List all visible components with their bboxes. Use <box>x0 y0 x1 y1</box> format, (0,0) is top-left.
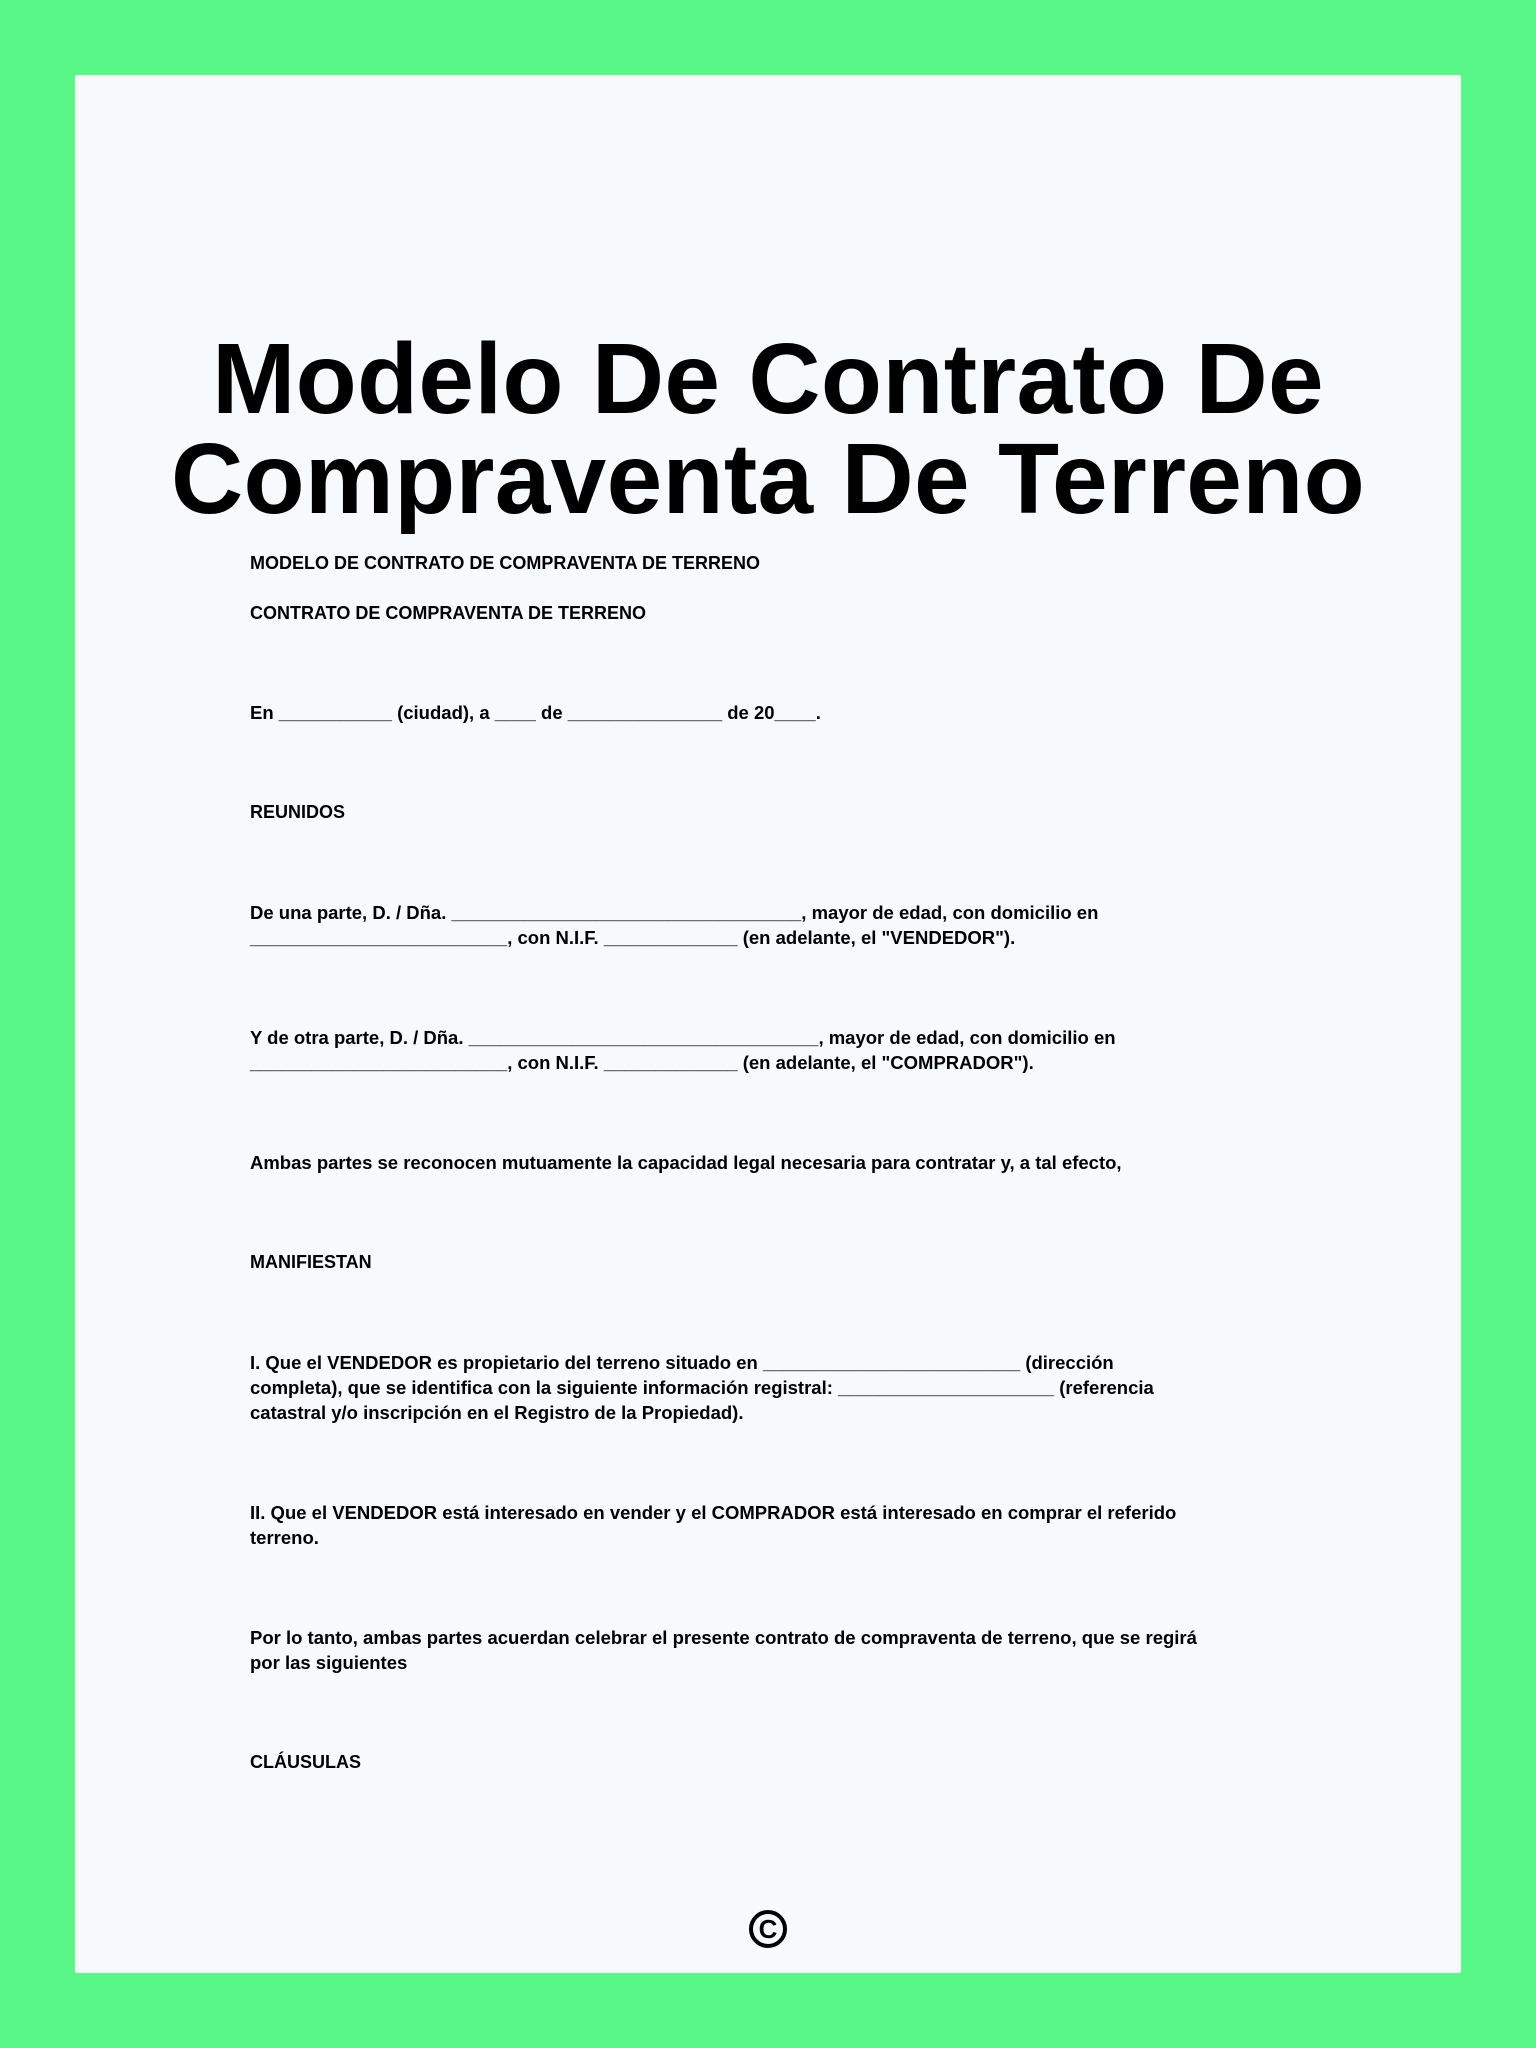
capacidad-paragraph: Ambas partes se reconocen mutuamente la capacidad legal necesaria para contratar y, a tal efecto, <box>250 1152 1122 1173</box>
document-page <box>75 75 1461 1973</box>
section-reunidos: REUNIDOS <box>250 802 346 822</box>
manifiesto-2-line-1: II. Que el VENDEDOR está interesado en vender y el COMPRADOR está interesado en comprar el referido <box>250 1502 1177 1523</box>
vendedor-line-1: De una parte, D. / Dña. __________________________________, mayor de edad, con domicilio en <box>250 902 1099 923</box>
acuerdo-line-1: Por lo tanto, ambas partes acuerdan celebrar el presente contrato de compraventa de terreno, que se regirá <box>250 1627 1197 1648</box>
contract-heading-sub: CONTRATO DE COMPRAVENTA DE TERRENO <box>250 603 647 623</box>
vendedor-line-2: _________________________, con N.I.F. _____________ (en adelante, el "VENDEDOR"). <box>250 927 1016 948</box>
manifiesto-1-line-2: completa), que se identifica con la siguiente información registral: _____________________ (referencia <box>250 1377 1154 1398</box>
contract-heading-main: MODELO DE CONTRATO DE COMPRAVENTA DE TERRENO <box>250 553 761 573</box>
comprador-line-2: _________________________, con N.I.F. _____________ (en adelante, el "COMPRADOR"). <box>250 1052 1034 1073</box>
comprador-line-1: Y de otra parte, D. / Dña. __________________________________, mayor de edad, con domicilio en <box>250 1027 1116 1048</box>
page-title-line-1: Modelo De Contrato De <box>212 323 1324 435</box>
section-clausulas: CLÁUSULAS <box>250 1752 361 1772</box>
acuerdo-line-2: por las siguientes <box>250 1652 408 1673</box>
manifiesto-1-line-3: catastral y/o inscripción en el Registro de la Propiedad). <box>250 1402 744 1423</box>
date-place-line: En ___________ (ciudad), a ____ de _______________ de 20____. <box>250 702 821 723</box>
section-manifiestan: MANIFIESTAN <box>250 1252 372 1272</box>
manifiesto-2-line-2: terreno. <box>250 1527 319 1548</box>
manifiesto-1-line-1: I. Que el VENDEDOR es propietario del terreno situado en _________________________ (dirección <box>250 1352 1114 1373</box>
copyright-letter: C <box>758 1914 778 1944</box>
copyright-icon <box>749 1910 787 1948</box>
page-title <box>75 323 1461 535</box>
page-title-line-2: Compraventa De Terreno <box>171 423 1365 535</box>
